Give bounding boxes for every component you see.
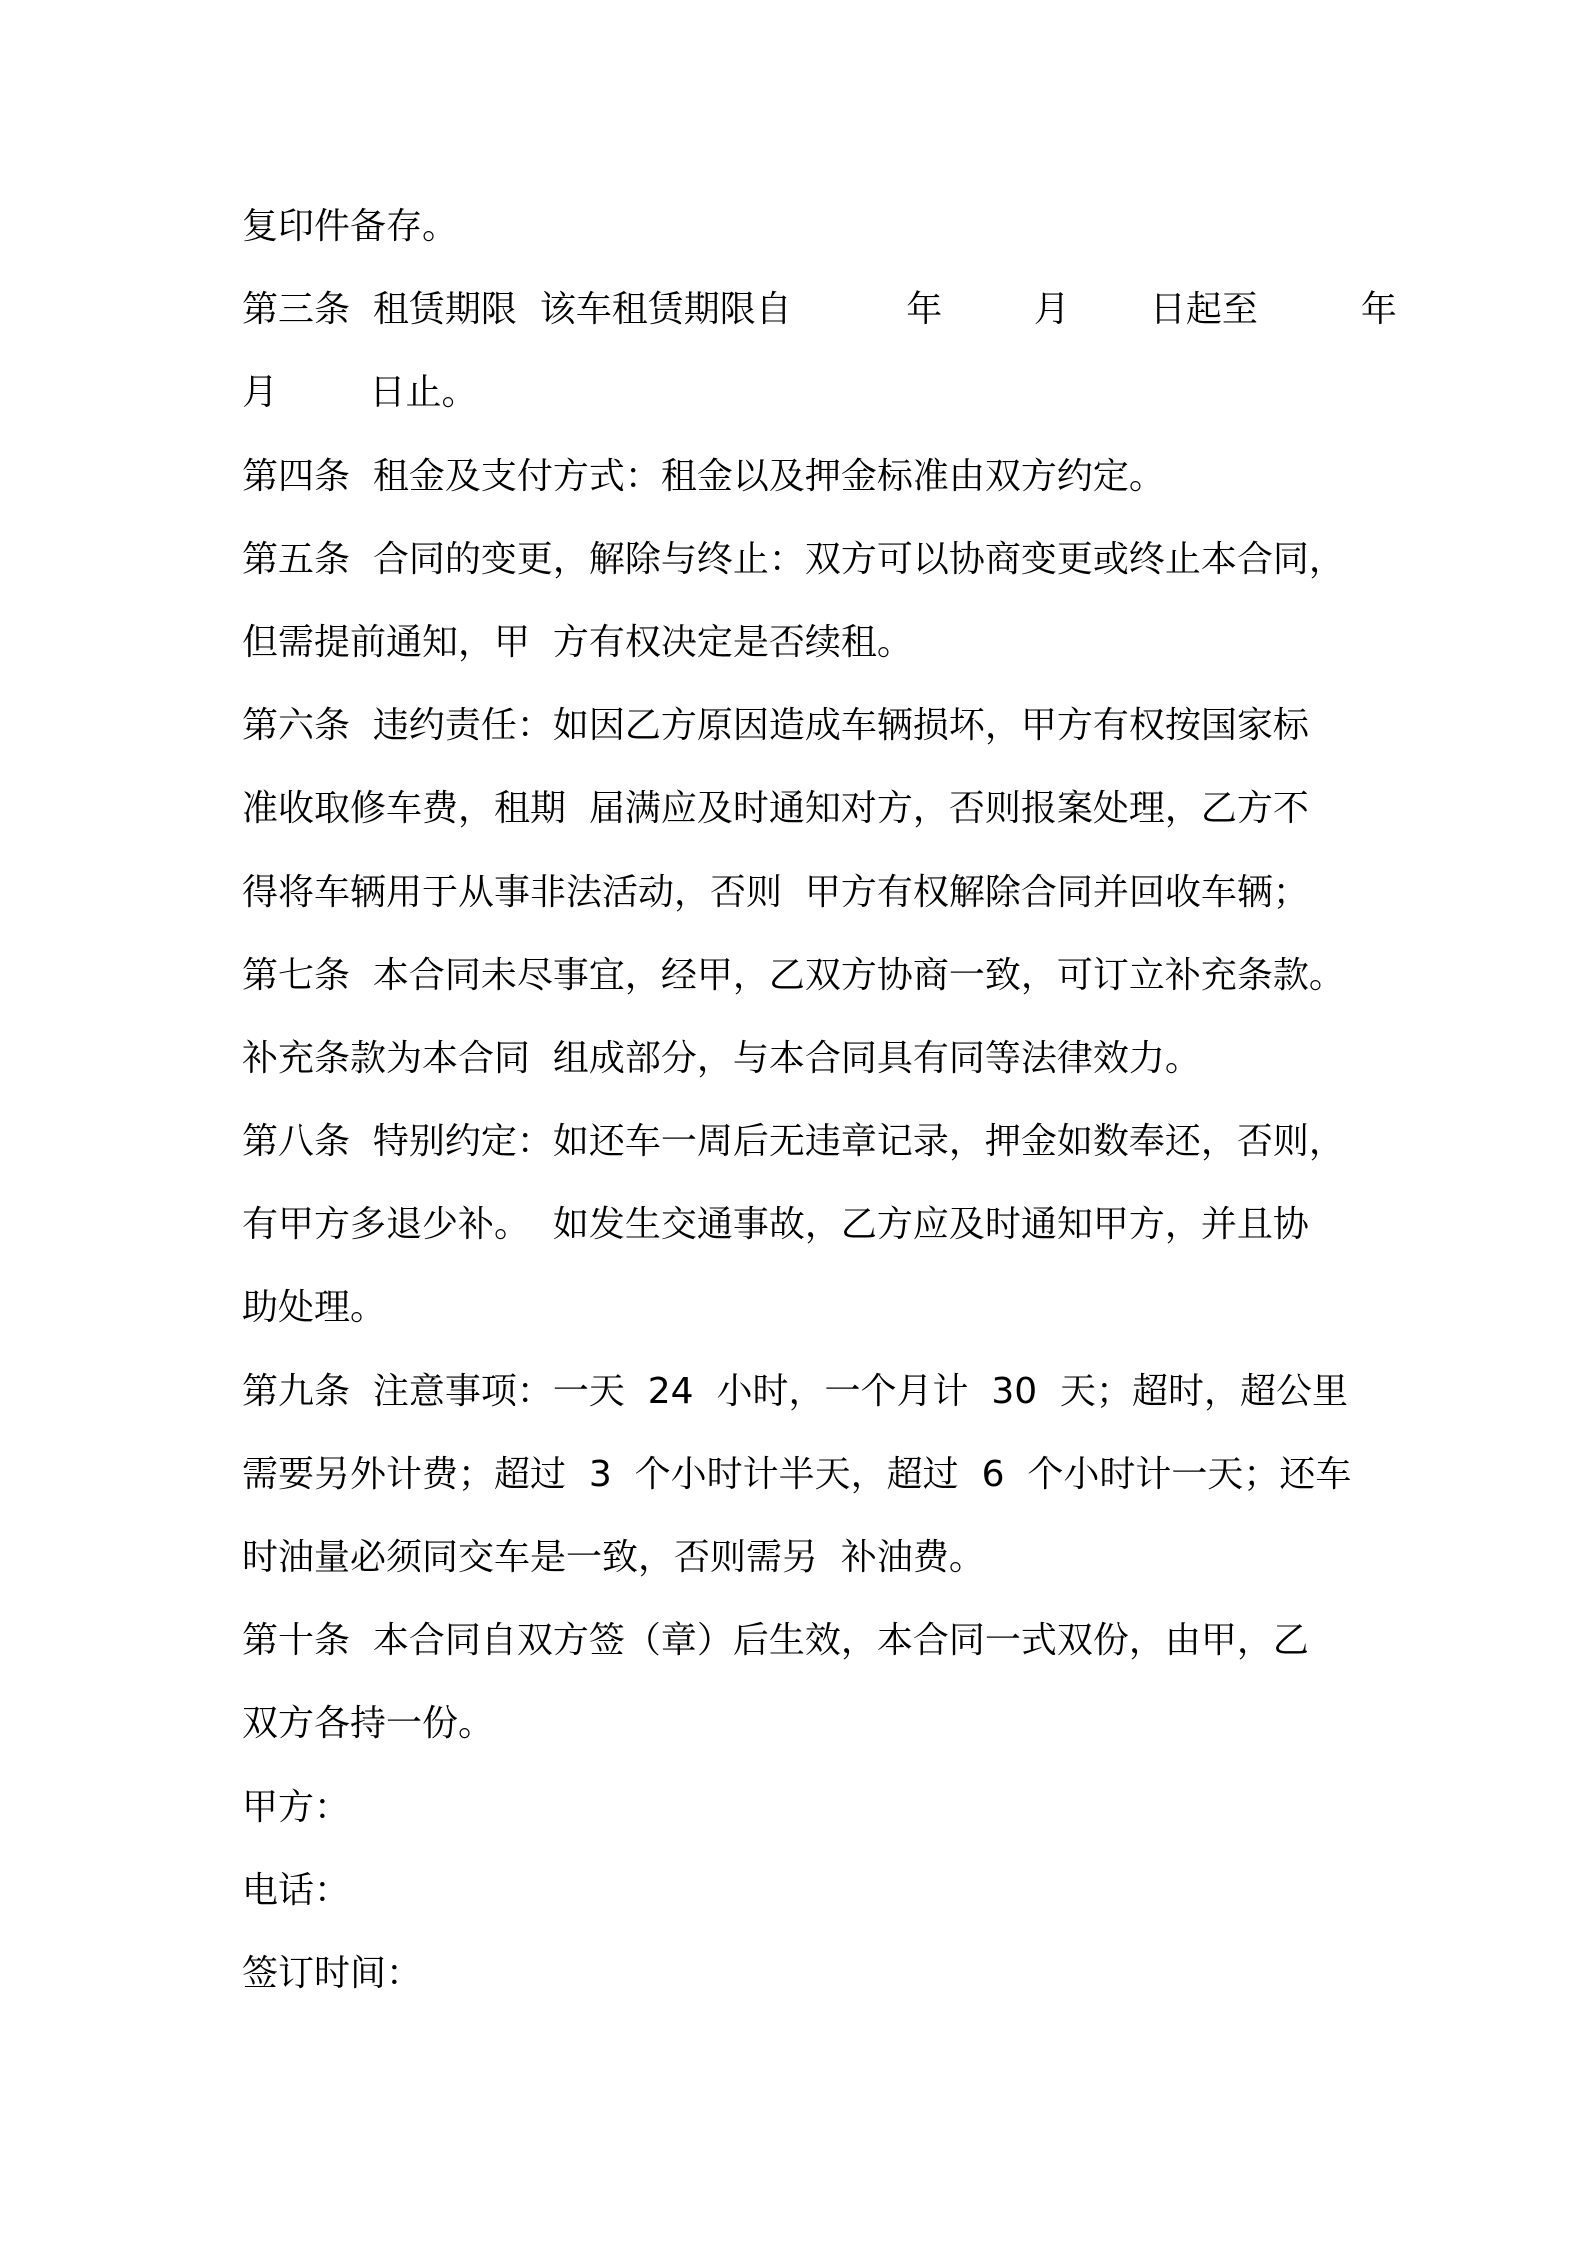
signature-label-party-a: 甲方：	[242, 1786, 351, 1828]
text-line: 第五条 合同的变更，解除与终止：双方可以协商变更或终止本合同，	[242, 538, 1345, 580]
text-line: 第十条 本合同自双方签（章）后生效，本合同一式双份，由甲，乙	[242, 1620, 1309, 1662]
text-line: 月 日止。	[242, 372, 478, 414]
signature-label-date: 签订时间：	[242, 1952, 423, 1994]
text-line: 第四条 租金及支付方式：租金以及押金标准由双方约定。	[242, 455, 1165, 497]
text-line: 第八条 特别约定：如还车一周后无违章记录，押金如数奉还，否则，	[242, 1121, 1345, 1163]
text-line: 但需提前通知，甲 方有权决定是否续租。	[242, 621, 913, 663]
text-line: 准收取修车费，租期 届满应及时通知对方，否则报案处理，乙方不	[242, 788, 1309, 830]
text-line: 复印件备存。	[242, 206, 459, 247]
signature-label-phone: 电话：	[242, 1869, 351, 1911]
text-line: 需要另外计费；超过 3 个小时计半天，超过 6 个小时计一天；还车	[242, 1453, 1352, 1495]
text-line: 有甲方多退少补。 如发生交通事故，乙方应及时通知甲方，并且协	[242, 1204, 1309, 1246]
text-line: 第六条 违约责任：如因乙方原因造成车辆损坏，甲方有权按国家标	[242, 705, 1309, 747]
document-body	[242, 197, 1397, 2027]
text-line: 得将车辆用于从事非法活动，否则 甲方有权解除合同并回收车辆；	[242, 871, 1309, 913]
text-line: 时油量必须同交车是一致，否则需另 补油费。	[242, 1537, 985, 1578]
text-line: 第七条 本合同未尽事宜，经甲，乙双方协商一致，可订立补充条款。	[242, 954, 1345, 996]
text-line: 助处理。	[242, 1287, 387, 1329]
text-line: 双方各持一份。	[242, 1703, 495, 1745]
text-line: 第三条 租赁期限 该车租赁期限自 年 月 日起至 年	[242, 289, 1397, 331]
text-line: 补充条款为本合同 组成部分，与本合同具有同等法律效力。	[242, 1037, 1201, 1079]
text-line: 第九条 注意事项：一天 24 小时，一个月计 30 天；超时，超公里	[242, 1370, 1349, 1412]
